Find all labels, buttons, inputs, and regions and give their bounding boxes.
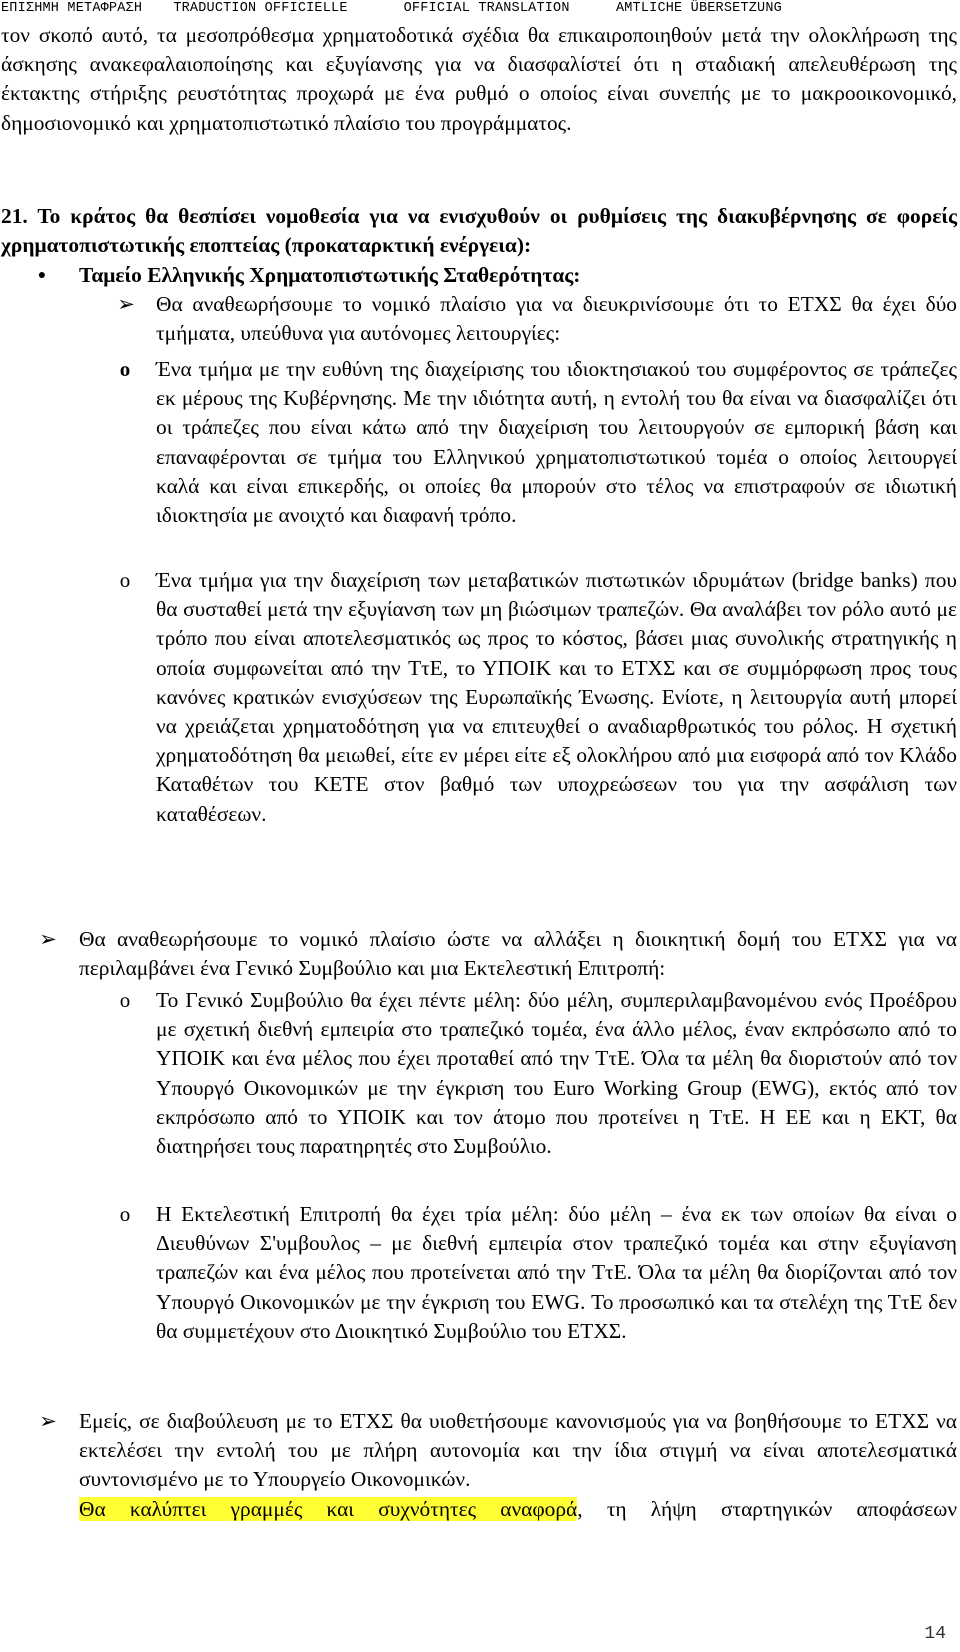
header-label-english: OFFICIAL TRANSLATION xyxy=(403,1,570,16)
sub-item-general-council: Το Γενικό Συμβούλιο θα έχει πέντε μέλη: δύο μέλη, συμπεριλαμβανομένου ενός Προέδρου με σχετική διεθνή εμπειρία στο τραπεζικό τομέα, ένα άλλο μέλος, έναν εκπρόσωπο από το ΥΠΟΙΚ και ένα μέλος που έχει προταθεί από την ΤτΕ. Όλα τα μέλη θα διοριστούν από τον Υπουργό Οικονομικών με την έγκριση του Euro Working Group (EWG), εκτός από τον εκπρόσωπο από το ΥΠΟΙΚ και τον άτομο που προτείνει η ΤτΕ. Η ΕΕ και η ΕΚΤ, θα διατηρήσει τους παρατηρητές στο Συμβούλιο. xyxy=(156,988,957,1159)
header-label-german: AMTLICHE ÜBERSETZUNG xyxy=(615,1,782,16)
sub-item-executive-committee: Η Εκτελεστική Επιτροπή θα έχει τρία μέλη: δύο μέλη – ένα εκ των οποίων θα είναι ο Διευθύνων Σ'υμβουλος – με διεθνή εμπειρία στον τραπεζικό τομέα και στην εξυγίανση τραπεζών και ένα μέλος που προτείνεται από την ΤτΕ. Όλα τα μέλη θα διορίζονται από τον Υπουργό Οικονομικών με την έγκριση του EWG. Το προσωπικό και τα στελέχη της ΤτΕ δεν θα συμμετέχουν στο Διοικητικό Συμβούλιο του ΕΤΧΣ. xyxy=(156,1202,957,1343)
arrow-item-regulations: Εμείς, σε διαβούλευση με το ΕΤΧΣ θα υιοθετήσουμε κανονισμούς για να βοηθήσουμε το ΕΤΧΣ να εκτελέσει την εντολή του με πλήρη αυτονομία και την ίδια στιγμή να είναι αποτελεσματικά συντονισμένο με το Υπουργείο Οικονομικών. xyxy=(79,1409,957,1492)
paragraph-21-heading: 21. Το κράτος θα θεσπίσει νομοθεσία για να ενισχυθούν οι ρυθμίσεις της διακυβέρνησης σε φορείς χρηματοπιστωτικής εποπτείας (προκαταρκτική ενέργεια): xyxy=(1,204,957,258)
arrow-item-governance-structure: Θα αναθεωρήσουμε το νομικό πλαίσιο ώστε να αλλάξει η διοικητική δομή του ΕΤΧΣ για να περιλαμβάνει ένα Γενικό Συμβούλιο και μια Εκτελεστική Επιτροπή: xyxy=(79,927,957,981)
bullet-icon: ● xyxy=(37,268,47,283)
sub-item-bridge-banks-unit: Ένα τμήμα για την διαχείριση των μεταβατικών πιστωτικών ιδρυμάτων (bridge banks) που θα συσταθεί μετά την εξυγίανση των μη βιώσιμων τραπεζών. Θα αναλάβει τον ρόλο αυτό με τρόπο που είναι αποτελεσματικός ως προς το κόστος, βάσει μιας συνολικής στρατηγικής η οποία συμφωνείται από την ΤτΕ, το ΥΠΟΙΚ και το ΕΤΧΣ και σε συμμόρφωση προς τους κανόνες κρατικών ενισχύσεων της Ευρωπαϊκής Ένωσης. Ενίοτε, η λειτουργία αυτή μπορεί να χρειάζεται χρηματοδότηση για να επιτευχθεί ο αναδιαρθρωτικός του ρόλος. Η σχετική χρηματοδότηση θα μειωθεί, είτε εν μέρει είτε εξ ολοκλήρου από μια εισφορά από τον Κλάδο Καταθέτων του ΚΕΤΕ στον βαθμό των υποχρεώσεων του για την ασφάλιση των καταθέσεων. xyxy=(156,568,957,826)
arrow-bullet-icon: ➢ xyxy=(39,927,57,951)
circle-bullet-icon: o xyxy=(119,357,131,381)
translation-header xyxy=(0,0,960,18)
header-label-greek: ΕΠΙΣΗΜΗ ΜΕΤΑΦΡΑΣΗ xyxy=(1,1,143,16)
bullet-heading-hfsf: Ταμείο Ελληνικής Χρηματοπιστωτικής Σταθερότητας: xyxy=(79,263,581,287)
arrow-bullet-icon: ➢ xyxy=(39,1409,57,1433)
circle-bullet-icon: o xyxy=(119,1202,131,1226)
continued-text: , τη λήψη σταρτηγικών αποφάσεων xyxy=(577,1497,958,1521)
circle-bullet-icon: o xyxy=(119,988,131,1012)
highlighted-text: Θα καλύπτει γραμμές και συχνότητες αναφορά xyxy=(79,1497,578,1521)
circle-bullet-icon: o xyxy=(119,568,131,592)
intro-paragraph: τον σκοπό αυτό, τα μεσοπρόθεσμα χρηματοδοτικά σχέδια θα επικαιροποιηθούν μετά την ολοκλήρωση της άσκησης ανακεφαλαιοποίησης και εξυγίανσης για να διασφαλίστεί ότι η σταδιακή απελευθέρωση της έκτακτης στήριξης ρευστότητας προχωρά με ένα ρυθμό ο οποίος είναι συνεπής με το μακροοικονομικό, δημοσιονομικό και χρηματοπιστωτικό πλαίσιο του προγράμματος. xyxy=(1,23,957,135)
arrow-bullet-icon: ➢ xyxy=(117,292,135,316)
header-label-french: TRADUCTION OFFICIELLE xyxy=(173,1,348,16)
page-number: 14 xyxy=(924,1624,946,1644)
sub-item-ownership-unit: Ένα τμήμα με την ευθύνη της διαχείρισης του ιδιοκτησιακού του συμφέροντος σε τράπεζες εκ μέρους της Κυβέρνησης. Με την ιδιότητα αυτή, η εντολή του θα είναι να διασφαλίζει ότι οι τράπεζες που είναι κάτω από την διαχείριση του λειτουργούν σε εμπορική βάση και επαναφέρονται σε τμήμα του Ελληνικού χρηματοπιστωτικού τομέα ο οποίος λειτουργεί καλά και είναι επικερδής, οι οποίες θα μπορούν στο τέλος να επιστραφούν σε ιδιωτική ιδιοκτησία με ανοιχτό και διαφανή τρόπο. xyxy=(156,357,957,528)
arrow-item-legal-framework: Θα αναθεωρήσουμε το νομικό πλαίσιο για να διευκρινίσουμε ότι το ΕΤΧΣ θα έχει δύο τμήματα, υπεύθυνα για αυτόνομες λειτουργίες: xyxy=(156,292,957,346)
arrow-item-regulations-continued xyxy=(79,1495,957,1524)
